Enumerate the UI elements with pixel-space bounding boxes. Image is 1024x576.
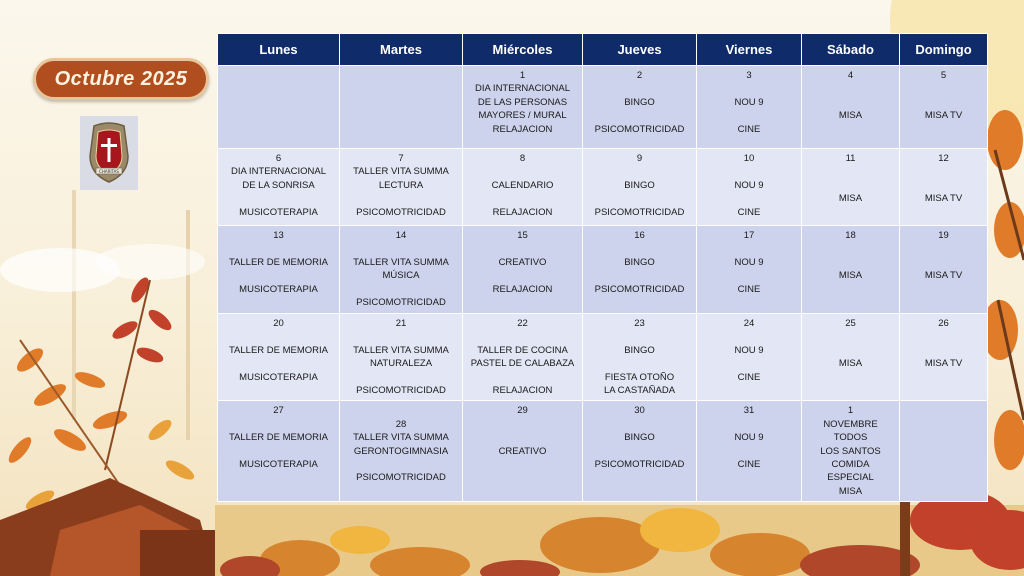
day-number: 21 [395, 318, 407, 329]
day-number: 26 [938, 318, 949, 329]
calendar-week-row [218, 226, 987, 313]
day-cell [340, 149, 462, 225]
day-number: 10 [743, 153, 755, 164]
activity-line [804, 82, 897, 95]
activity-line: DIA INTERNACIONAL [230, 166, 327, 178]
day-number: 1 [519, 70, 526, 81]
weekday-header: Lunes [218, 34, 339, 65]
day-number: 11 [845, 153, 856, 164]
activity-line: CINE [737, 123, 761, 135]
day-cell [218, 66, 339, 148]
activity-line: RELAJACION [492, 283, 553, 295]
activity-line: LA CASTAÑADA [603, 385, 676, 396]
calendar-week-row [218, 314, 987, 400]
activity-line [804, 344, 897, 357]
activity-line: RELAJACION [492, 123, 553, 135]
day-cell [218, 149, 339, 225]
weekday-header: Martes [340, 34, 462, 65]
activity-line: CINE [737, 283, 761, 295]
weekday-header: Sábado [802, 34, 899, 65]
day-number: 14 [395, 230, 407, 241]
day-cell [583, 149, 696, 225]
calendar-table [217, 33, 988, 502]
activity-line: MISA TV [924, 193, 963, 205]
activity-line: RELAJACION [492, 385, 553, 396]
day-number: 8 [519, 153, 526, 164]
activity-line: CALENDARIO [491, 179, 554, 191]
day-cell [900, 66, 987, 148]
activity-line [342, 242, 460, 255]
day-number: 2 [636, 70, 643, 81]
activity-line: TALLER DE COCINA [477, 344, 568, 356]
activity-line [804, 179, 897, 192]
weekday-header: Miércoles [463, 34, 582, 65]
activity-line: NOU 9 [734, 344, 764, 356]
weekday-header: Viernes [697, 34, 801, 65]
activity-line: NOU 9 [734, 96, 764, 108]
activity-line: MISA TV [924, 270, 963, 282]
activity-line: PASTEL DE CALABAZA [470, 358, 575, 370]
activity-line: NOU 9 [734, 432, 764, 444]
activity-line [585, 242, 694, 255]
activity-line [699, 192, 799, 205]
activity-line: ESPECIAL [827, 472, 874, 484]
day-cell [218, 226, 339, 313]
activity-line: NOU 9 [734, 179, 764, 191]
activity-line [902, 82, 985, 95]
activity-line [699, 109, 799, 122]
day-cell [900, 226, 987, 313]
activity-line: 28 [395, 418, 407, 430]
activity-line: NATURALEZA [369, 358, 433, 370]
activity-line [902, 242, 985, 255]
activity-line: NOU 9 [734, 256, 764, 268]
activity-line [585, 192, 694, 205]
activity-line: PSICOMOTRICIDAD [356, 297, 446, 308]
svg-text:CHARITAS: CHARITAS [99, 169, 119, 174]
activity-line: DIA INTERNACIONAL [474, 83, 571, 95]
activity-line [220, 357, 337, 370]
day-cell [583, 314, 696, 400]
day-cell [583, 226, 696, 313]
activity-line: DE LA SONRISA [242, 179, 315, 191]
month-title: Octubre 2025 [54, 67, 188, 90]
activity-line [465, 431, 580, 444]
day-cell [463, 401, 582, 501]
activity-line: BINGO [624, 344, 655, 356]
activity-line [699, 357, 799, 370]
charitas-logo [80, 116, 138, 190]
activity-line: LOS SANTOS [820, 445, 881, 457]
day-cell [463, 226, 582, 313]
activity-line [902, 165, 985, 178]
day-number: 22 [517, 318, 528, 329]
activity-line [465, 330, 580, 343]
month-title-badge [33, 58, 209, 100]
activity-line [220, 418, 337, 431]
activity-line: PSICOMOTRICIDAD [356, 472, 446, 484]
activity-line [699, 269, 799, 282]
activity-line: MÚSICA [382, 270, 420, 282]
day-number: 1 [847, 405, 854, 417]
day-number: 27 [273, 405, 284, 417]
activity-line [342, 283, 460, 296]
day-cell [802, 149, 899, 225]
activity-line [902, 256, 985, 269]
activity-line [902, 96, 985, 109]
activity-line: RELAJACION [492, 206, 553, 218]
activity-line [342, 192, 460, 205]
day-number: 16 [634, 230, 645, 241]
activity-line: NOVEMBRE [823, 418, 878, 430]
activity-line [465, 269, 580, 282]
day-cell [802, 314, 899, 400]
activity-line: BINGO [624, 96, 655, 108]
day-number: 9 [636, 153, 643, 164]
activity-line [699, 242, 799, 255]
day-cell [583, 401, 696, 501]
calendar-week-row [218, 401, 987, 501]
activity-line [220, 269, 337, 282]
day-number: 13 [273, 230, 284, 241]
day-number: 25 [845, 318, 856, 329]
day-number: 4 [847, 70, 854, 81]
activity-line [699, 82, 799, 95]
day-cell [802, 401, 899, 501]
activity-line: LECTURA [378, 179, 424, 191]
activity-line: CREATIVO [498, 256, 547, 268]
activity-line [465, 371, 580, 384]
activity-line [585, 82, 694, 95]
day-cell [802, 66, 899, 148]
activity-line [804, 330, 897, 343]
activity-line: GERONTOGIMNASIA [353, 445, 449, 457]
activity-line [465, 165, 580, 178]
activity-line [699, 165, 799, 178]
day-number: 29 [517, 405, 528, 417]
day-cell [900, 149, 987, 225]
activity-line [220, 445, 337, 458]
activity-line: TALLER DE MEMORIA [228, 344, 329, 356]
weekday-header: Domingo [900, 34, 987, 65]
activity-line: TALLER DE MEMORIA [228, 432, 329, 444]
activity-line: FIESTA OTOÑO [604, 371, 675, 383]
activity-line: BINGO [624, 256, 655, 268]
day-cell [463, 66, 582, 148]
activity-line: MISA [838, 270, 863, 282]
activity-line: MISA TV [924, 110, 963, 122]
calendar-week-row [218, 149, 987, 225]
activity-line [585, 165, 694, 178]
activity-line [585, 269, 694, 282]
day-number: 3 [746, 70, 752, 81]
activity-line: PSICOMOTRICIDAD [594, 283, 685, 295]
activity-line: MISA [838, 193, 863, 205]
activity-line: MUSICOTERAPIA [239, 371, 318, 383]
day-cell [463, 314, 582, 400]
activity-line [804, 165, 897, 178]
day-number: 18 [845, 230, 856, 241]
activity-line [220, 330, 337, 343]
activity-line [585, 445, 694, 458]
activity-line: PSICOMOTRICIDAD [594, 123, 685, 135]
activity-line [342, 371, 460, 384]
day-number: 31 [743, 405, 755, 417]
day-number: 7 [398, 153, 404, 164]
activity-line [804, 256, 897, 269]
activity-line: TALLER DE MEMORIA [228, 256, 329, 268]
day-cell [900, 314, 987, 400]
activity-line: DE LAS PERSONAS [477, 96, 568, 108]
activity-line: MUSICOTERAPIA [239, 283, 318, 295]
day-cell [340, 401, 462, 501]
day-cell [697, 401, 801, 501]
activity-line [220, 192, 337, 205]
activity-line [585, 330, 694, 343]
activity-line: CINE [737, 206, 761, 218]
activity-line: MISA [838, 110, 863, 122]
activity-line: MISA [838, 358, 863, 370]
day-number: 19 [938, 230, 949, 241]
day-cell [218, 314, 339, 400]
day-number: 6 [275, 153, 282, 164]
activity-line [902, 179, 985, 192]
day-number: 17 [743, 230, 755, 241]
day-cell [802, 226, 899, 313]
activity-line [902, 330, 985, 343]
day-number: 24 [743, 318, 755, 329]
activity-line: CINE [737, 371, 761, 383]
activity-line: TALLER VITA SUMMA [353, 166, 449, 178]
activity-line [699, 330, 799, 343]
day-cell [340, 314, 462, 400]
day-number: 12 [938, 153, 949, 164]
activity-line: TALLER VITA SUMMA [353, 256, 449, 268]
activity-line [804, 242, 897, 255]
activity-line: PSICOMOTRICIDAD [594, 206, 685, 218]
day-cell [697, 314, 801, 400]
weekday-header-row [218, 34, 987, 65]
activity-line: MUSICOTERAPIA [239, 206, 318, 218]
charitas-shield-icon [80, 116, 138, 190]
day-number: 23 [634, 318, 645, 329]
activity-line: PSICOMOTRICIDAD [356, 385, 446, 396]
activity-line [465, 418, 580, 431]
activity-line: TALLER VITA SUMMA [353, 344, 449, 356]
activity-line: BINGO [624, 179, 655, 191]
activity-line [465, 192, 580, 205]
activity-line [585, 357, 694, 370]
activity-line: COMIDA [831, 459, 870, 471]
activity-line [220, 242, 337, 255]
activity-line [699, 418, 799, 431]
activity-line [342, 458, 460, 471]
activity-line [699, 445, 799, 458]
activity-line: MUSICOTERAPIA [239, 459, 318, 470]
activity-line: CINE [737, 459, 761, 470]
day-number [342, 404, 460, 417]
activity-line: MISA [838, 485, 863, 497]
calendar-week-row [218, 66, 987, 148]
activity-line: BINGO [624, 432, 655, 444]
activity-line: PSICOMOTRICIDAD [594, 459, 685, 470]
day-number: 30 [634, 405, 645, 417]
activity-line [342, 330, 460, 343]
activity-line: MISA TV [924, 358, 963, 370]
day-cell [340, 226, 462, 313]
day-cell [900, 401, 987, 501]
activity-line: TODOS [833, 432, 868, 444]
weekday-header: Jueves [583, 34, 696, 65]
activity-line: TALLER VITA SUMMA [353, 432, 449, 444]
activity-line: MAYORES / MURAL [478, 110, 567, 122]
day-cell [463, 149, 582, 225]
activity-line [585, 109, 694, 122]
day-number: 15 [517, 230, 528, 241]
day-number: 5 [940, 70, 947, 81]
day-cell [340, 66, 462, 148]
activity-line [585, 418, 694, 431]
day-cell [697, 226, 801, 313]
activity-line [465, 242, 580, 255]
activity-line: PSICOMOTRICIDAD [356, 206, 446, 218]
day-cell [583, 66, 696, 148]
day-cell [697, 66, 801, 148]
day-cell [218, 401, 339, 501]
day-number: 20 [273, 318, 284, 329]
activity-line [804, 96, 897, 109]
activity-line: CREATIVO [498, 445, 547, 457]
activity-line [902, 344, 985, 357]
day-cell [697, 149, 801, 225]
